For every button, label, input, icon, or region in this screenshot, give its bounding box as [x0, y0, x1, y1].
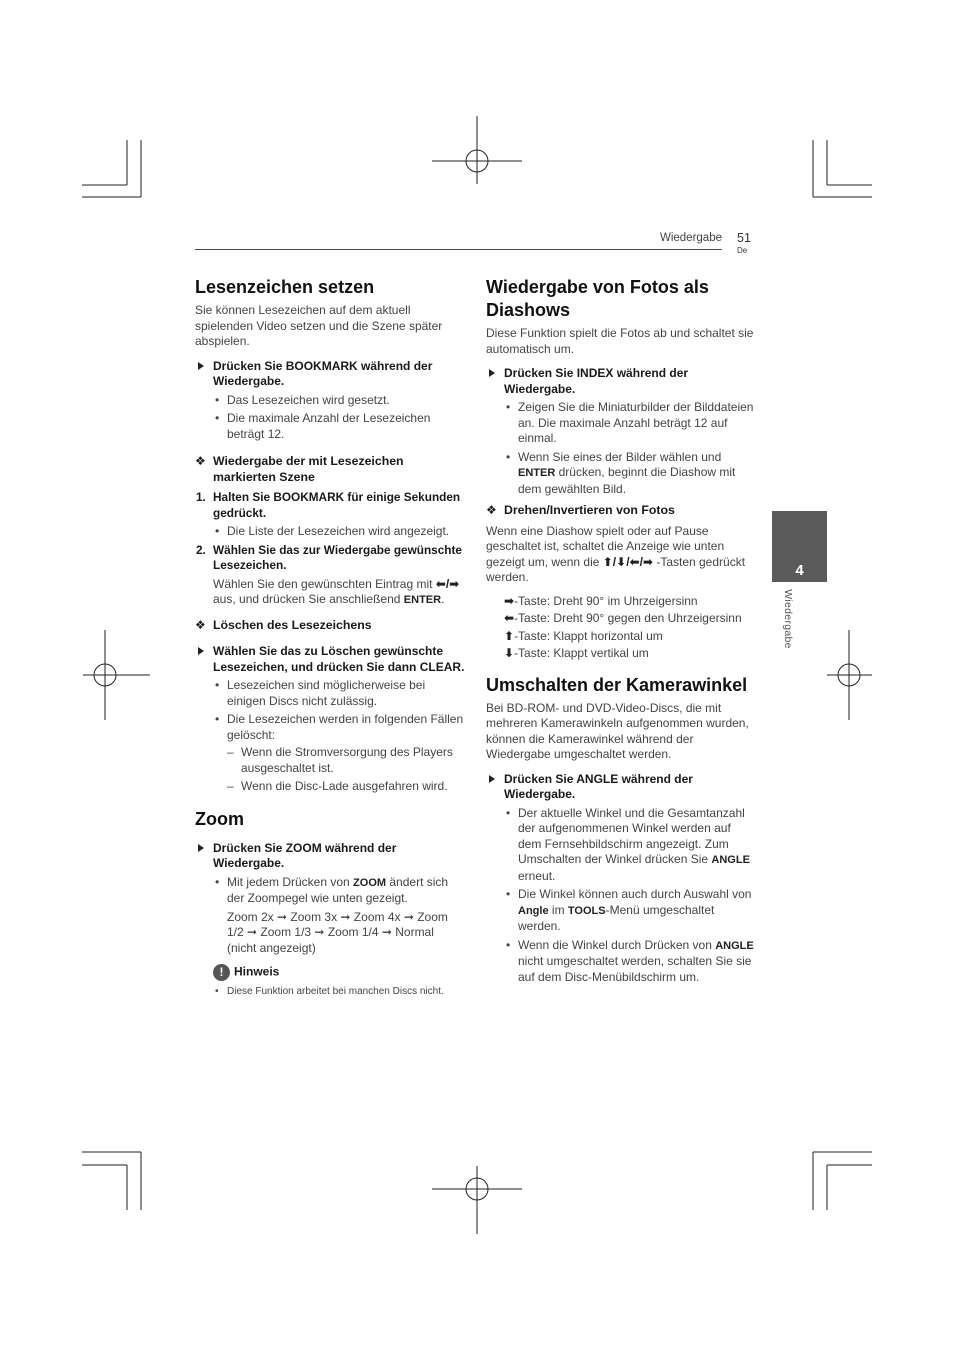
list-item: – Wenn die Stromversorgung des Players ausgeschaltet ist.	[227, 745, 453, 775]
zoom-key: ZOOM	[285, 840, 322, 855]
bookmark-step: Drücken Sie BOOKMARK während der Wiedergabe.	[195, 359, 465, 390]
language-code: De	[737, 246, 748, 255]
numbered-step-1: 1. Halten Sie BOOKMARK für einige Sekunden gedrückt.	[196, 490, 461, 520]
list-item: • Wenn die Winkel durch Drücken von ANGLE nicht umgeschaltet werden, schalten Sie sie auf dem Disc-Menübildschirm um.	[506, 937, 754, 984]
angle-intro: Bei BD-ROM- und DVD-Video-Discs, die mit mehreren Kamerawinkeln aufgenommen wurden, können die Kamerawinkel während der Wiedergabe umgeschaltet werden.	[486, 700, 749, 761]
left-right-arrows-icon: ⬅/➡	[435, 576, 460, 591]
list-item: • Das Lesezeichen wird gesetzt.	[215, 392, 390, 407]
list-item: • Mit jedem Drücken von ZOOM ändert sich der Zoompegel wie unten gezeigt.	[215, 874, 449, 905]
step-arrow-icon	[489, 775, 495, 783]
zoom-sequence: Zoom 2x ➞ Zoom 3x ➞ Zoom 4x ➞ Zoom 1/2 ➞ Zoom 1/3 ➞ Zoom 1/4 ➞ Normal (nicht angezeigt)	[227, 909, 448, 955]
chapter-label: Wiedergabe	[782, 589, 794, 649]
list-item: • Die Liste der Lesezeichen wird angezeigt.	[215, 524, 450, 538]
angle-menu-item: Angle	[518, 904, 549, 917]
bookmark-key: BOOKMARK	[273, 490, 345, 504]
step-arrow-icon	[198, 844, 204, 852]
step-arrow-icon	[198, 647, 204, 655]
enter-key: ENTER	[403, 594, 442, 606]
list-item: – Wenn die Disc-Lade ausgefahren wird.	[227, 779, 448, 793]
direction-arrows-icon: ⬆/⬇/⬅/➡	[602, 554, 653, 569]
arrow-up-icon: ⬆	[504, 628, 515, 643]
left-column	[195, 276, 465, 998]
flip-vertical-item: ⬇-Taste: Klappt vertikal um	[504, 646, 649, 660]
arrow-left-icon: ⬅	[504, 611, 515, 625]
list-item: • Die Lesezeichen werden in folgenden Fällen gelöscht: – Wenn die Stromversorgung des Players ausgeschaltet ist. – Wenn die Disc-Lade ausgefahren wird.	[215, 712, 464, 793]
diamond-icon: ❖	[195, 454, 206, 468]
header-section-title: Wiedergabe	[659, 232, 722, 244]
angle-step: Drücken Sie ANGLE während der Wiedergabe.	[486, 772, 754, 803]
zoom-key: ZOOM	[353, 876, 387, 889]
clear-key: CLEAR	[419, 659, 462, 674]
delete-step: Wählen Sie das zu Löschen gewünschte Lesezeichen, und drücken Sie dann CLEAR.	[195, 644, 465, 675]
angle-key: ANGLE	[711, 854, 750, 866]
list-item: • Die maximale Anzahl der Lesezeichen beträgt 12.	[215, 411, 431, 441]
heading-slideshow: Wiedergabe von Fotos als Diashows	[486, 277, 709, 320]
list-item: • Wenn Sie eines der Bilder wählen und ENTER drücken, beginnt die Diashow mit dem gewählten Bild.	[506, 449, 736, 496]
note-heading: ! Hinweis	[213, 964, 465, 981]
rotate-intro: Wenn eine Diashow spielt oder auf Pause geschaltet ist, schaltet die Anzeige wie unten gezeigt um, wenn die ⬆/⬇/⬅/➡ -Tasten gedrückt werden.	[486, 523, 746, 584]
diamond-icon: ❖	[195, 617, 206, 632]
rotate-right-item: ➡-Taste: Dreht 90° im Uhrzeigersinn	[504, 593, 698, 608]
angle-key: ANGLE	[576, 771, 619, 786]
numbered-step-2: 2. Wählen Sie das zur Wiedergabe gewünschte Lesezeichen.	[196, 542, 462, 572]
tools-key: TOOLS	[567, 904, 606, 917]
step-2-detail: Wählen Sie den gewünschten Eintrag mit ⬅/➡ aus, und drücken Sie anschließend ENTER.	[213, 576, 460, 606]
flip-horizontal-item: ⬆-Taste: Klappt horizontal um	[504, 628, 663, 643]
arrow-down-icon: ⬇	[504, 646, 515, 660]
index-key: INDEX	[576, 366, 614, 380]
header-rule	[195, 249, 722, 250]
list-item: • Die Winkel können auch durch Auswahl von Angle im TOOLS-Menü umgeschaltet werden.	[506, 887, 752, 933]
right-column	[486, 276, 754, 988]
page-number: 51	[737, 231, 751, 245]
chapter-number: 4	[795, 562, 804, 579]
subheading-rotate: ❖ Drehen/Invertieren von Fotos	[486, 503, 675, 517]
bookmark-key: BOOKMARK	[285, 358, 358, 373]
bookmark-bullets	[213, 393, 465, 443]
list-item: • Lesezeichen sind möglicherweise bei einigen Discs nicht zulässig.	[215, 678, 426, 708]
heading-angle: Umschalten der Kamerawinkel	[486, 674, 748, 695]
slideshow-step: Drücken Sie INDEX während der Wiedergabe.	[486, 366, 754, 397]
enter-key: ENTER	[518, 467, 556, 479]
zoom-step: Drücken Sie ZOOM während der Wiedergabe.	[195, 841, 465, 872]
chapter-tab	[772, 511, 827, 582]
step-arrow-icon	[198, 362, 204, 370]
exclamation-icon: !	[213, 964, 230, 981]
heading-zoom: Zoom	[195, 808, 244, 829]
list-item: • Der aktuelle Winkel und die Gesamtanzahl der aufgenommenen Winkel werden auf dem Fernsehbildschirm angezeigt. Zum Umschalten der Winkel drücken Sie ANGLE erneut.	[506, 805, 750, 883]
angle-key: ANGLE	[715, 939, 754, 952]
slideshow-intro: Diese Funktion spielt die Fotos ab und schaltet sie automatisch um.	[486, 326, 754, 356]
rotate-left-item: ⬅-Taste: Dreht 90° gegen den Uhrzeigersinn	[504, 611, 742, 625]
subheading-delete-bookmark: ❖ Löschen des Lesezeichens	[195, 617, 372, 632]
bookmark-intro: Sie können Lesezeichen auf dem aktuell spielenden Video setzen und die Szene später abspielen.	[195, 303, 443, 348]
heading-bookmark: Lesenzeichen setzen	[195, 277, 375, 297]
subheading-play-bookmark: ❖ Wiedergabe der mit Lesezeichen markierten Szene	[195, 454, 404, 484]
note-text: • Diese Funktion arbeitet bei manchen Discs nicht.	[215, 986, 444, 997]
arrow-right-icon: ➡	[504, 593, 515, 608]
diamond-icon: ❖	[486, 503, 497, 517]
step-arrow-icon	[489, 369, 495, 377]
list-item: • Zeigen Sie die Miniaturbilder der Bilddateien an. Die maximale Anzahl beträgt 12 auf einmal.	[506, 400, 754, 445]
